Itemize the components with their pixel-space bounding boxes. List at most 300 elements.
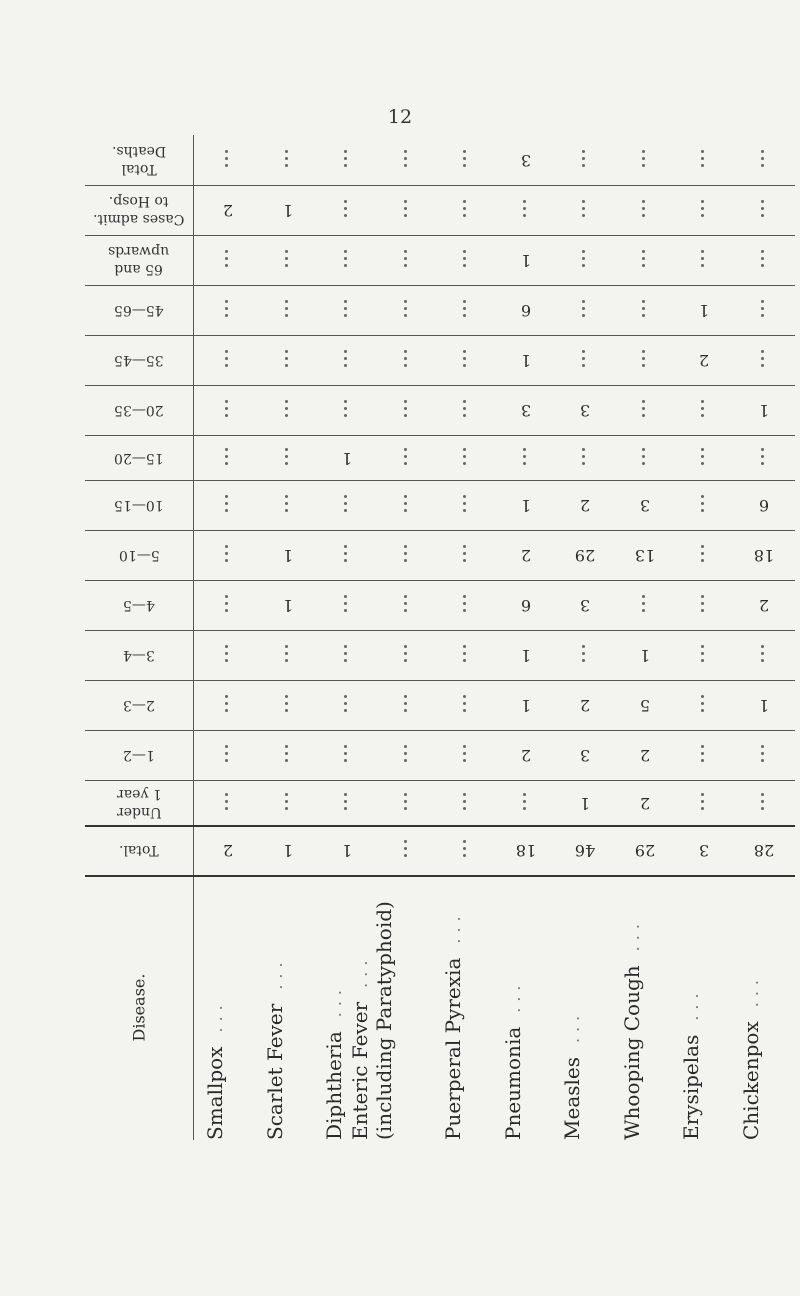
leader-dot [404,448,407,451]
table-cell [321,680,373,730]
disease-column-label [734,875,794,1140]
leader-dot [285,157,288,160]
leader-dot [701,462,704,465]
leader-dot [404,793,407,796]
table-cell [738,435,790,480]
leader-dot [761,357,764,360]
table-cell [381,580,433,630]
leader-dot [344,545,347,548]
leader-dot [761,645,764,648]
leader-dot [225,502,228,505]
leader-dot [225,602,228,605]
leader-dot [344,214,347,217]
leader-dot [344,300,347,303]
table-cell [738,385,790,435]
leader-dot [463,264,466,267]
table-cell [738,235,790,285]
leader-dot [463,609,466,612]
leader-dot [344,652,347,655]
leader-dot [344,414,347,417]
disease-column-label [615,875,675,1140]
cell-value: 28 [753,841,774,860]
leader-dot [701,250,704,253]
leader-dot [761,164,764,167]
leader-dot [642,157,645,160]
table-cell [619,730,671,780]
leader-dot [523,807,526,810]
disease-column-label [496,875,556,1140]
cell-value: 6 [520,596,531,615]
leader-dot [285,250,288,253]
table-cell [381,530,433,580]
leader-dot [285,448,288,451]
leader-dot [463,250,466,253]
cell-value: 1 [758,401,769,420]
leader-dot [285,807,288,810]
leader-dot [463,595,466,598]
leader-dot [225,150,228,153]
leader-dot [404,414,407,417]
leader-dot [582,300,585,303]
table-cell [559,630,611,680]
disease-name-line2: (including Paratyphoid) [371,901,396,1140]
table-cell [500,385,552,435]
leader-dot [463,150,466,153]
table-cell [559,680,611,730]
leader-dot [285,350,288,353]
leader-dot [404,207,407,210]
leader-dot [225,157,228,160]
table-cell [500,480,552,530]
cell-value: 1 [639,646,650,665]
leader-dot [225,759,228,762]
leader-dot [701,752,704,755]
leader-dot [404,652,407,655]
table-cell [440,185,492,235]
leader-dot [225,552,228,555]
leader-dot [642,602,645,605]
disease-column-label [258,875,318,1140]
leader-dot [225,350,228,353]
leader-dot [225,455,228,458]
leader-dot [404,257,407,260]
table-cell [440,235,492,285]
table-cell [440,335,492,385]
notifiable-diseases-table [85,135,795,1140]
leader-dot [642,350,645,353]
leader-dot [463,364,466,367]
leader-dot [344,407,347,410]
row-label [85,680,193,730]
leader-dot [761,200,764,203]
leader-dot [344,495,347,498]
leader-dot [285,495,288,498]
table-cell [678,530,730,580]
leader-dot [701,200,704,203]
leader-dot [285,150,288,153]
table-cell [381,235,433,285]
leader-dot [642,207,645,210]
row-label [85,825,193,875]
leader-dot [225,745,228,748]
leader-dot [701,448,704,451]
leader-dot [285,759,288,762]
table-cell [738,630,790,680]
table-cell [678,680,730,730]
row-label [85,435,193,480]
table-cell [321,385,373,435]
table-cell [262,680,314,730]
leader-dot [404,807,407,810]
table-cell [619,135,671,185]
table-cell [738,825,790,875]
leader-dot [225,448,228,451]
leader-dot [225,495,228,498]
leader-dot [761,752,764,755]
row-label-line: 3—4 [123,647,155,663]
leader-dot [761,257,764,260]
leader-dot [761,448,764,451]
table-cell [321,185,373,235]
leader-dot [701,164,704,167]
leader-dot [225,400,228,403]
leader-dot [701,207,704,210]
cell-value: 2 [520,546,531,565]
leader-dot [225,164,228,167]
leader-dot [404,455,407,458]
leader-dot [225,559,228,562]
leader-dot [701,602,704,605]
table-cell [262,335,314,385]
leader-dot [344,207,347,210]
leader-dot [582,455,585,458]
cell-value: 1 [758,696,769,715]
leader-dot [225,257,228,260]
table-cell [738,480,790,530]
leader-dot [701,800,704,803]
leader-dot [225,407,228,410]
leader-dot [761,652,764,655]
table-cell [262,780,314,825]
table-cell [500,530,552,580]
leader-dot [761,364,764,367]
leader-dot [344,745,347,748]
leader-dot [404,659,407,662]
leader-dot [344,350,347,353]
cell-value: 1 [341,841,353,860]
table-cell [559,825,611,875]
row-label [85,285,193,335]
table-cell [500,335,552,385]
leader-dot [761,207,764,210]
leader-dot [701,702,704,705]
leader-dot [285,314,288,317]
leader-dot [761,659,764,662]
leader-dot [285,745,288,748]
leader-dot [761,150,764,153]
row-label-line: 5—10 [118,547,160,563]
leader-dot [642,455,645,458]
row-label-line: 20—35 [114,402,164,418]
row-label-line: 15—20 [114,449,164,466]
disease-column-label [674,875,734,1140]
leader-dot [344,752,347,755]
table-cell [440,435,492,480]
table-cell [262,185,314,235]
row-label [85,385,193,435]
cell-value: 3 [639,496,650,515]
leader-dot [285,364,288,367]
table-cell [738,335,790,385]
leader-dot [761,300,764,303]
table-cell [559,185,611,235]
cell-value: 29 [634,841,655,860]
cell-value: 3 [520,401,531,420]
table-cell [440,825,492,875]
leader-dot [463,759,466,762]
leader-dot [463,702,466,705]
leader-dot [463,545,466,548]
leader-dot [463,652,466,655]
table-cell [381,630,433,680]
table-cell [381,730,433,780]
leader-dot [701,257,704,260]
leader-dot [582,214,585,217]
leader-dot [344,807,347,810]
leader-dot [225,357,228,360]
leader-dot [463,559,466,562]
leader-dot [761,455,764,458]
leader-dot [582,462,585,465]
leader-dot [225,314,228,317]
leader-dot [463,462,466,465]
leader-dot [701,609,704,612]
leader-dot [285,645,288,648]
leader-dot [761,800,764,803]
leader-dot [582,307,585,310]
leader-dot [701,214,704,217]
cell-value: 2 [758,596,769,615]
disease-name: Pneumonia [500,1026,525,1140]
leader-dot [225,307,228,310]
disease-header-text: Disease. [129,973,149,1042]
leader-dot [463,200,466,203]
table-cell [738,580,790,630]
row-label-line: Total. [119,842,159,858]
leader-dot [285,502,288,505]
cell-value: 1 [341,448,353,468]
leader-dot [404,357,407,360]
leader-dot [344,509,347,512]
disease-name: Whooping Cough [619,965,644,1140]
page-number: 12 [387,106,413,128]
leader-dot [404,300,407,303]
leader-dot [225,645,228,648]
leader-dot [463,793,466,796]
leader-dot [344,250,347,253]
leader-dot [344,150,347,153]
table-cell [262,530,314,580]
leader-dot [582,150,585,153]
leader-dot [582,448,585,451]
leader-dot [701,745,704,748]
cell-value: 3 [579,401,591,420]
cell-value: 1 [282,596,293,615]
table-cell [202,780,254,825]
disease-column-label [555,875,615,1140]
leader-dot [344,659,347,662]
table-cell [262,630,314,680]
leader-dot [642,407,645,410]
table-cell [678,630,730,680]
table-cell [678,435,730,480]
leader-dot [404,250,407,253]
leader-dot [404,462,407,465]
leader-dot [582,264,585,267]
leader-dot [642,462,645,465]
leader-dot [225,462,228,465]
leader-dot [642,264,645,267]
leader-dot [642,400,645,403]
leader-dot [285,455,288,458]
leader-dots: ... [207,999,226,1033]
leader-dot [225,709,228,712]
leader-dot [344,702,347,705]
leader-dot [404,502,407,505]
leader-dots: ... [623,918,643,952]
leader-dot [225,414,228,417]
leader-dot [463,552,466,555]
leader-dot [642,364,645,367]
leader-dot [523,462,526,465]
disease-name: Puerperal Pyrexia [441,957,465,1140]
leader-dot [761,214,764,217]
table-cell [381,680,433,730]
leader-dot [225,793,228,796]
leader-dot [642,307,645,310]
leader-dot [285,400,288,403]
leader-dot [285,407,288,410]
row-label [85,480,193,530]
leader-dot [344,602,347,605]
leader-dot [225,609,228,612]
row-label [85,780,193,825]
leader-dot [225,659,228,662]
leader-dot [463,509,466,512]
table-cell [202,435,254,480]
leader-dot [344,264,347,267]
row-label [85,135,193,185]
table-cell [202,285,254,335]
leader-dot [701,509,704,512]
row-label [85,530,193,580]
leader-dot [463,157,466,160]
cell-value: 2 [698,351,710,370]
table-cell [738,680,790,730]
leader-dot [642,150,645,153]
leader-dot [225,595,228,598]
leader-dot [225,695,228,698]
leader-dot [344,645,347,648]
leader-dot [344,709,347,712]
table-cell [321,730,373,780]
leader-dot [404,609,407,612]
leader-dot [225,545,228,548]
leader-dot [523,800,526,803]
leader-dot [463,300,466,303]
table-cell [559,335,611,385]
leader-dot [285,357,288,360]
leader-dot [701,695,704,698]
table-cell [500,285,552,335]
leader-dot [701,645,704,648]
table-cell [321,235,373,285]
table-cell [321,630,373,680]
leader-dot [463,495,466,498]
leader-dot [344,502,347,505]
cell-value: 3 [520,151,531,170]
leader-dot [582,207,585,210]
table-cell [440,285,492,335]
leader-dot [285,652,288,655]
leader-dot [523,793,526,796]
leader-dot [404,602,407,605]
table-cell [619,630,671,680]
leader-dot [404,552,407,555]
table-cell [262,135,314,185]
row-label-line: upwards [108,243,170,259]
leader-dot [761,250,764,253]
leader-dot [225,509,228,512]
cell-value: 18 [515,841,536,860]
row-label-line: Cases admit. [93,211,185,227]
leader-dot [225,264,228,267]
leader-dot [225,807,228,810]
table-cell [321,480,373,530]
leader-dot [701,545,704,548]
table-cell [678,185,730,235]
leader-dot [404,745,407,748]
table-cell [738,285,790,335]
table-cell [321,825,373,875]
table-cell [202,680,254,730]
leader-dot [225,300,228,303]
leader-dot [642,250,645,253]
table-cell [262,235,314,285]
row-label [85,335,193,385]
leader-dot [642,314,645,317]
table-cell [559,730,611,780]
leader-dot [404,509,407,512]
cell-value: 13 [634,546,655,565]
table-cell [678,335,730,385]
leader-dot [344,793,347,796]
leader-dot [225,702,228,705]
leader-dot [463,807,466,810]
table-cell [202,530,254,580]
table-cell [262,825,314,875]
row-label-line: 2—3 [123,697,155,713]
row-label-line: 45—65 [114,302,164,318]
cell-value: 1 [520,696,531,715]
table-cell [619,235,671,285]
table-cell [678,780,730,825]
leader-dot [285,695,288,698]
table-cell [678,825,730,875]
cell-value: 1 [579,793,591,813]
leader-dot [344,307,347,310]
leader-dot [225,800,228,803]
